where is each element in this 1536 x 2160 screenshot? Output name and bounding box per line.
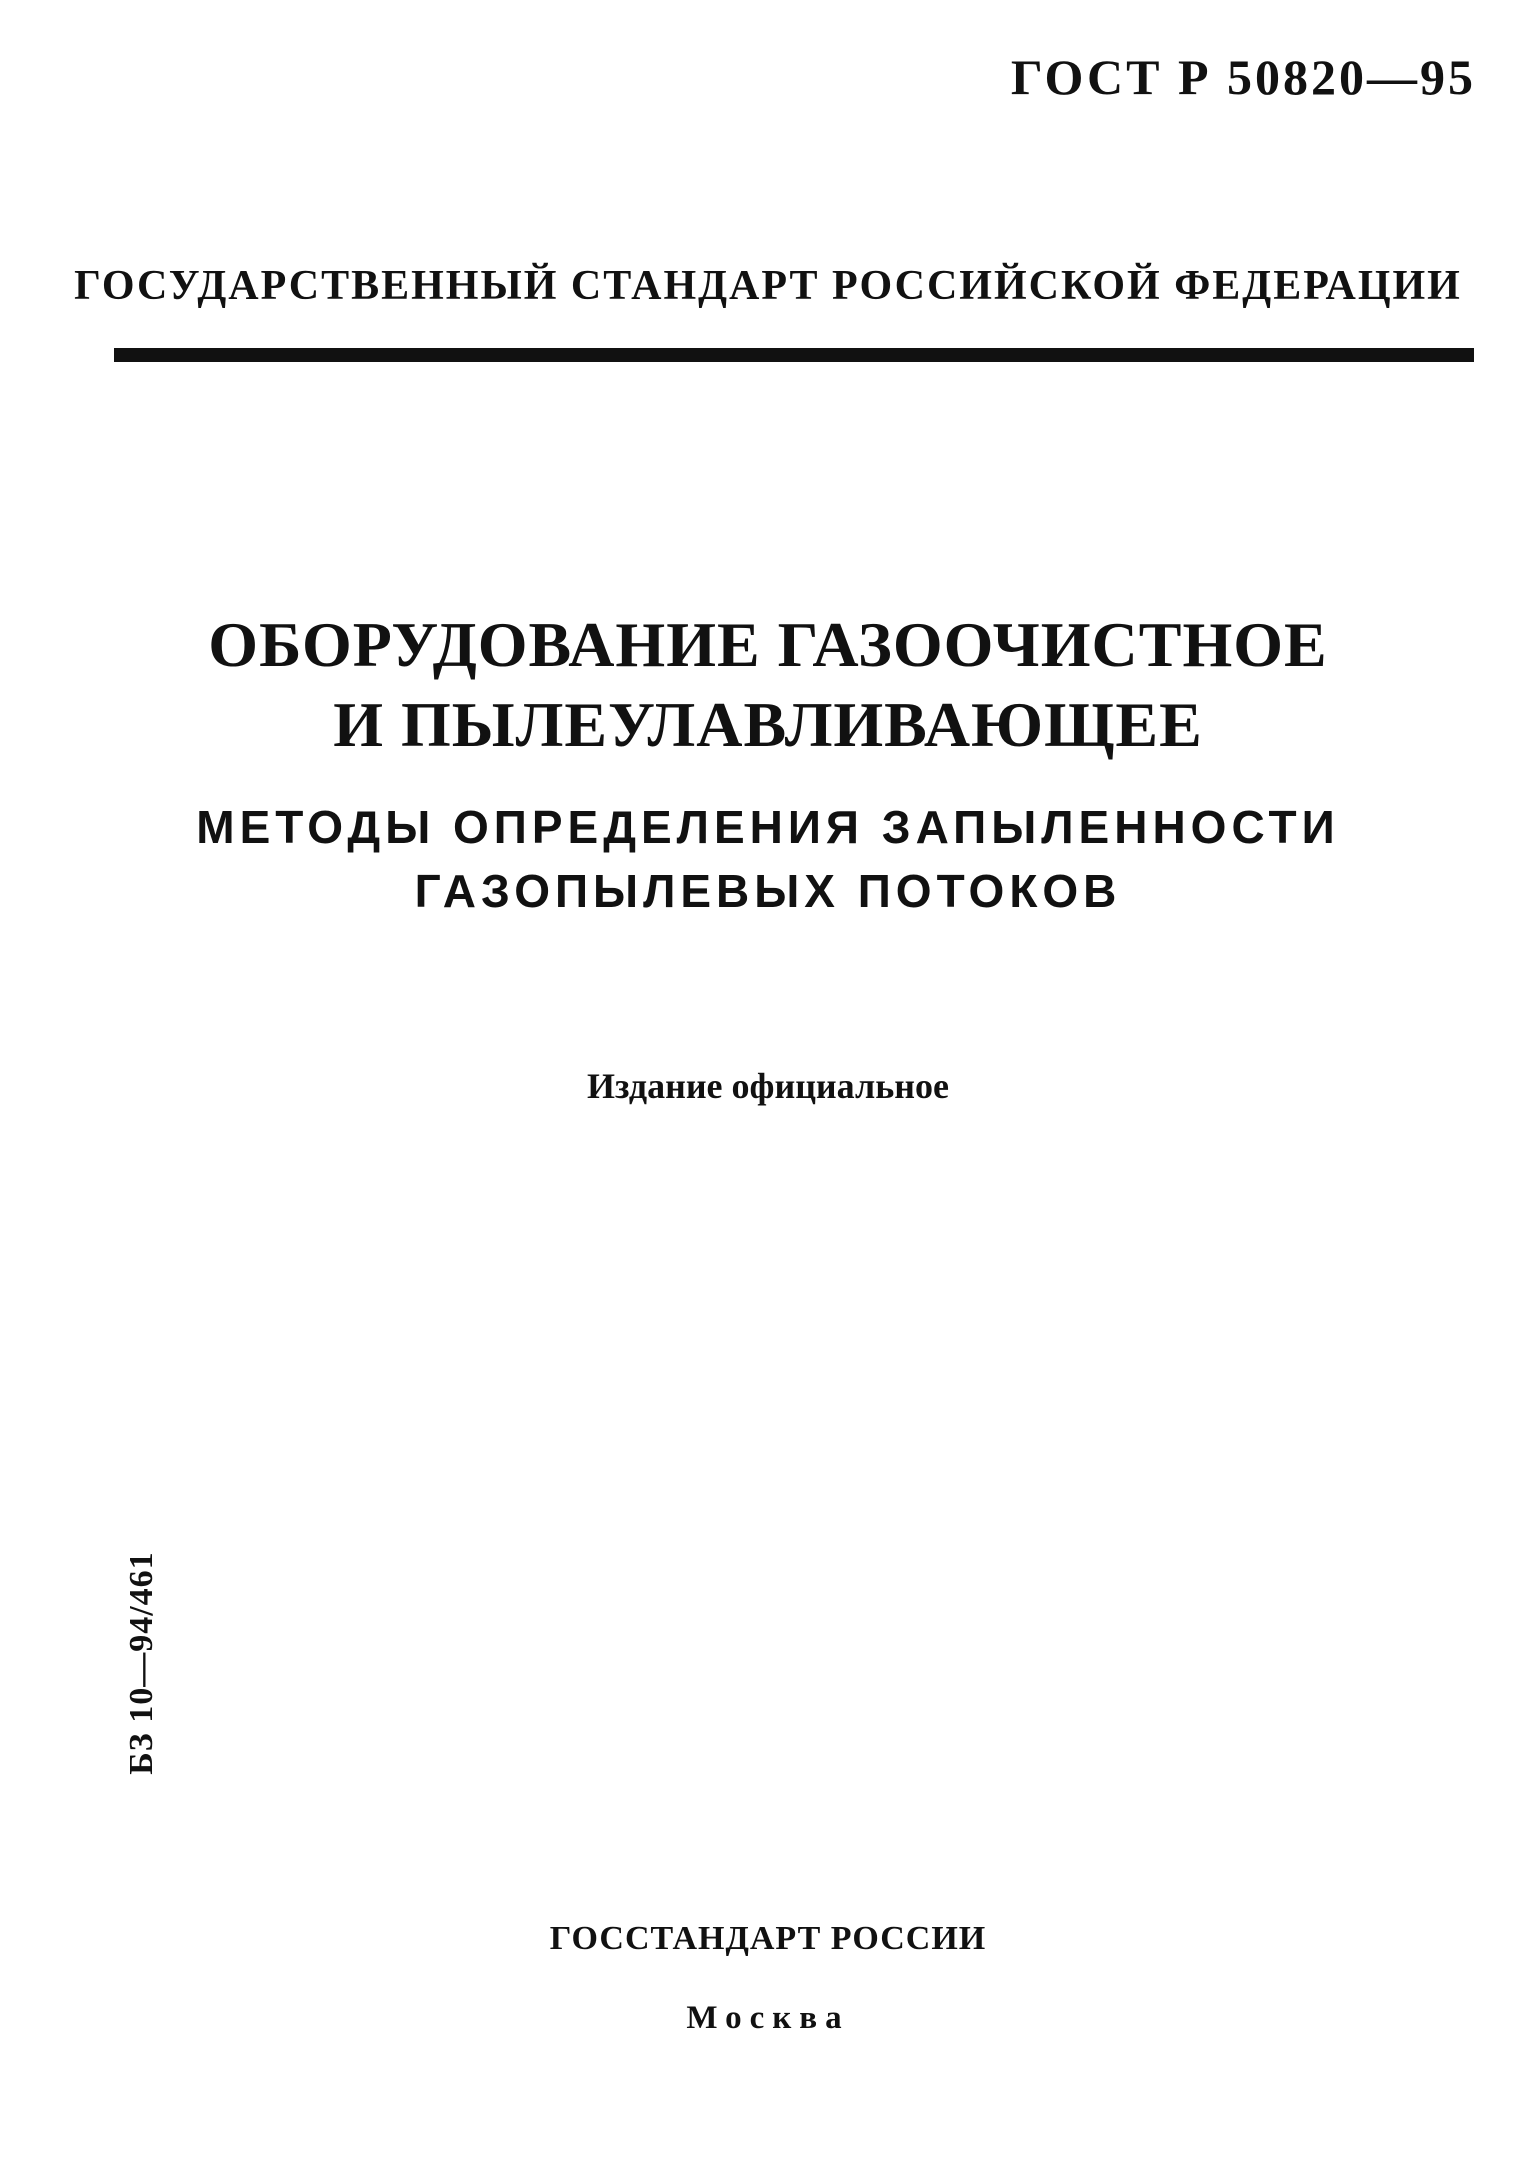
title-block	[0, 605, 1536, 923]
subtitle	[0, 795, 1536, 923]
publisher: ГОССТАНДАРТ РОССИИ	[549, 1920, 987, 1957]
main-title-line-2: И ПЫЛЕУЛАВЛИВАЮЩЕЕ	[333, 689, 1203, 760]
subtitle-line-2: ГАЗОПЫЛЕВЫХ ПОТОКОВ	[414, 865, 1122, 917]
subtitle-line-1: МЕТОДЫ ОПРЕДЕЛЕНИЯ ЗАПЫЛЕННОСТИ	[196, 801, 1340, 853]
main-title	[0, 605, 1536, 765]
publication-city: Москва	[686, 2000, 850, 2036]
header-divider	[114, 348, 1474, 362]
main-title-line-1: ОБОРУДОВАНИЕ ГАЗООЧИСТНОЕ	[208, 609, 1328, 680]
standard-header: ГОСУДАРСТВЕННЫЙ СТАНДАРТ РОССИЙСКОЙ ФЕДЕРАЦИИ	[74, 263, 1462, 309]
side-catalog-code: БЗ 10—94/461	[123, 1551, 160, 1775]
document-number: ГОСТ Р 50820—95	[1010, 49, 1476, 105]
edition-label: Издание официальное	[587, 1066, 949, 1106]
